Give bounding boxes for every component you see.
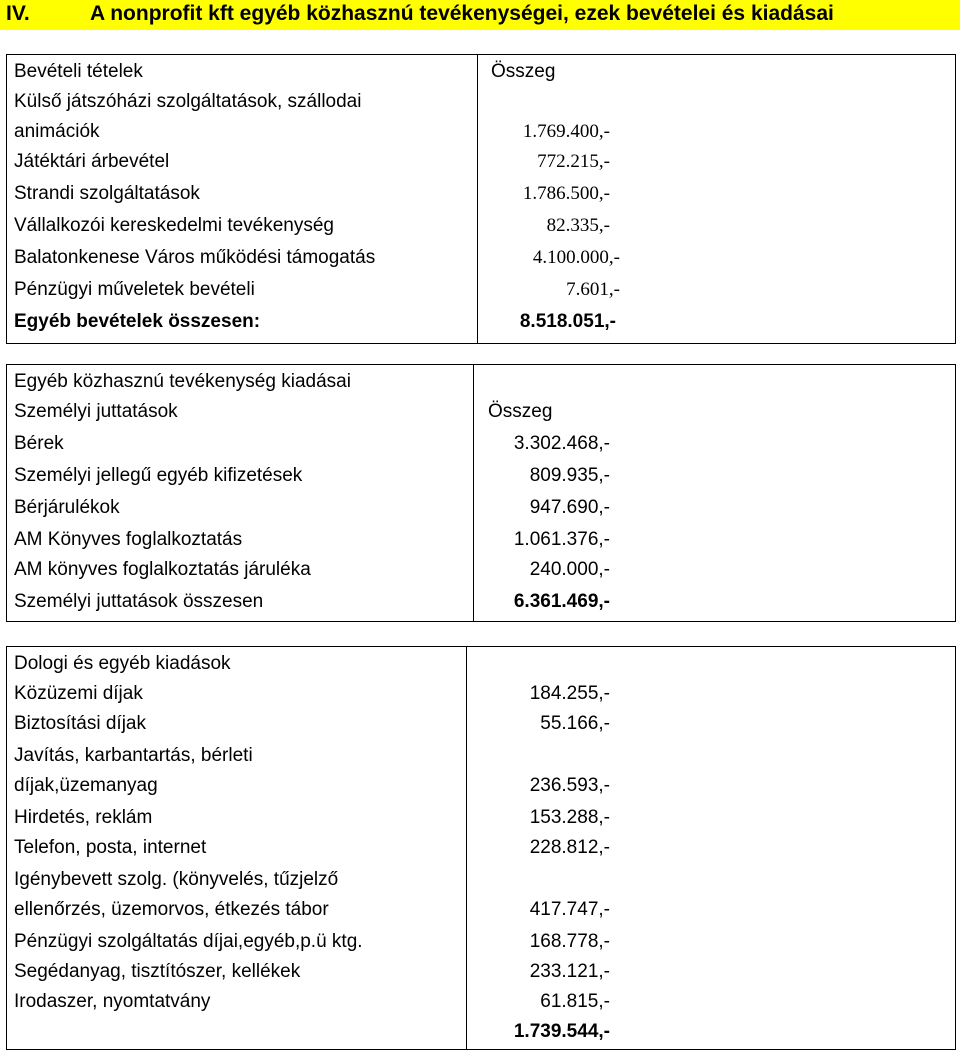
personnel-header-amount: Összeg: [488, 401, 553, 422]
material-row-label: Közüzemi díjak: [14, 683, 143, 704]
material-row-amount: 233.121,-: [529, 961, 610, 982]
income-row-amount: 772.215,-: [537, 151, 610, 172]
income-row-label: Strandi szolgáltatások: [14, 183, 200, 204]
material-row-label: Telefon, posta, internet: [14, 837, 207, 858]
income-row-amount: 1.786.500,-: [522, 183, 610, 204]
income-row-label: Pénzügyi műveletek bevételi: [14, 279, 255, 300]
personnel-row-amount: 240.000,-: [529, 559, 610, 580]
income-total-label: Egyéb bevételek összesen:: [14, 311, 261, 332]
material-row-label-line2: ellenőrzés, üzemorvos, étkezés tábor: [14, 899, 329, 920]
income-row-amount: 4.100.000,-: [532, 247, 620, 268]
material-row-amount: 168.778,-: [529, 931, 610, 952]
material-total-amount: 1.739.544,-: [513, 1021, 610, 1042]
material-row-label-line2: díjak,üzemanyag: [14, 775, 158, 796]
material-row-label: Irodaszer, nyomtatvány: [14, 991, 211, 1012]
material-row-amount: 184.255,-: [529, 683, 610, 704]
income-row-amount: 82.335,-: [546, 215, 610, 236]
personnel-total-label: Személyi juttatások összesen: [14, 591, 264, 612]
material-row-amount: 61.815,-: [540, 991, 610, 1012]
personnel-row-amount: 1.061.376,-: [513, 529, 610, 550]
section-heading: [0, 0, 960, 30]
income-row-label: Játéktári árbevétel: [14, 151, 170, 172]
income-header-label: Bevételi tételek: [14, 61, 143, 82]
material-expenses-table: [6, 646, 956, 1050]
material-row-amount: 236.593,-: [529, 775, 610, 796]
material-row-amount: 153.288,-: [529, 807, 610, 828]
personnel-row-label: AM könyves foglalkoztatás járuléka: [14, 559, 311, 580]
personnel-row-amount: 809.935,-: [529, 465, 610, 486]
personnel-row-label: Bérek: [14, 433, 64, 454]
income-row-label-line2: animációk: [14, 121, 100, 142]
material-row-amount: 417.747,-: [529, 899, 610, 920]
material-row-label-line1: Javítás, karbantartás, bérleti: [14, 745, 253, 766]
personnel-row-label: Bérjárulékok: [14, 497, 120, 518]
personnel-expenses-table: [6, 364, 956, 622]
personnel-row-label: Személyi jellegű egyéb kifizetések: [14, 465, 303, 486]
personnel-section-title: Egyéb közhasznú tevékenység kiadásai: [14, 371, 351, 392]
personnel-header-label: Személyi juttatások: [14, 401, 178, 422]
personnel-row-amount: 3.302.468,-: [513, 433, 610, 454]
income-row-label: Vállalkozói kereskedelmi tevékenység: [14, 215, 334, 236]
material-row-label: Pénzügyi szolgáltatás díjai,egyéb,p.ü ktg.: [14, 931, 363, 952]
section-title: A nonprofit kft egyéb közhasznú tevékenységei, ezek bevételei és kiadásai: [90, 2, 834, 25]
income-row-amount: 7.601,-: [566, 279, 620, 300]
material-row-label: Hirdetés, reklám: [14, 807, 153, 828]
income-row-label-line1: Külső játszóházi szolgáltatások, szállodai: [14, 91, 362, 112]
material-row-amount: 55.166,-: [540, 713, 610, 734]
material-row-amount: 228.812,-: [529, 837, 610, 858]
income-table: [6, 54, 956, 344]
material-row-label: Biztosítási díjak: [14, 713, 146, 734]
income-row-amount: 1.769.400,-: [522, 121, 610, 142]
personnel-row-amount: 947.690,-: [529, 497, 610, 518]
section-number: IV.: [6, 2, 30, 25]
income-total-amount: 8.518.051,-: [519, 311, 616, 332]
material-section-title: Dologi és egyéb kiadások: [14, 653, 231, 674]
income-header-amount: Összeg: [491, 61, 556, 82]
personnel-total-amount: 6.361.469,-: [513, 591, 610, 612]
income-row-label: Balatonkenese Város működési támogatás: [14, 247, 376, 268]
personnel-row-label: AM Könyves foglalkoztatás: [14, 529, 243, 550]
material-row-label-line1: Igénybevett szolg. (könyvelés, tűzjelző: [14, 869, 339, 890]
material-row-label: Segédanyag, tisztítószer, kellékek: [14, 961, 301, 982]
